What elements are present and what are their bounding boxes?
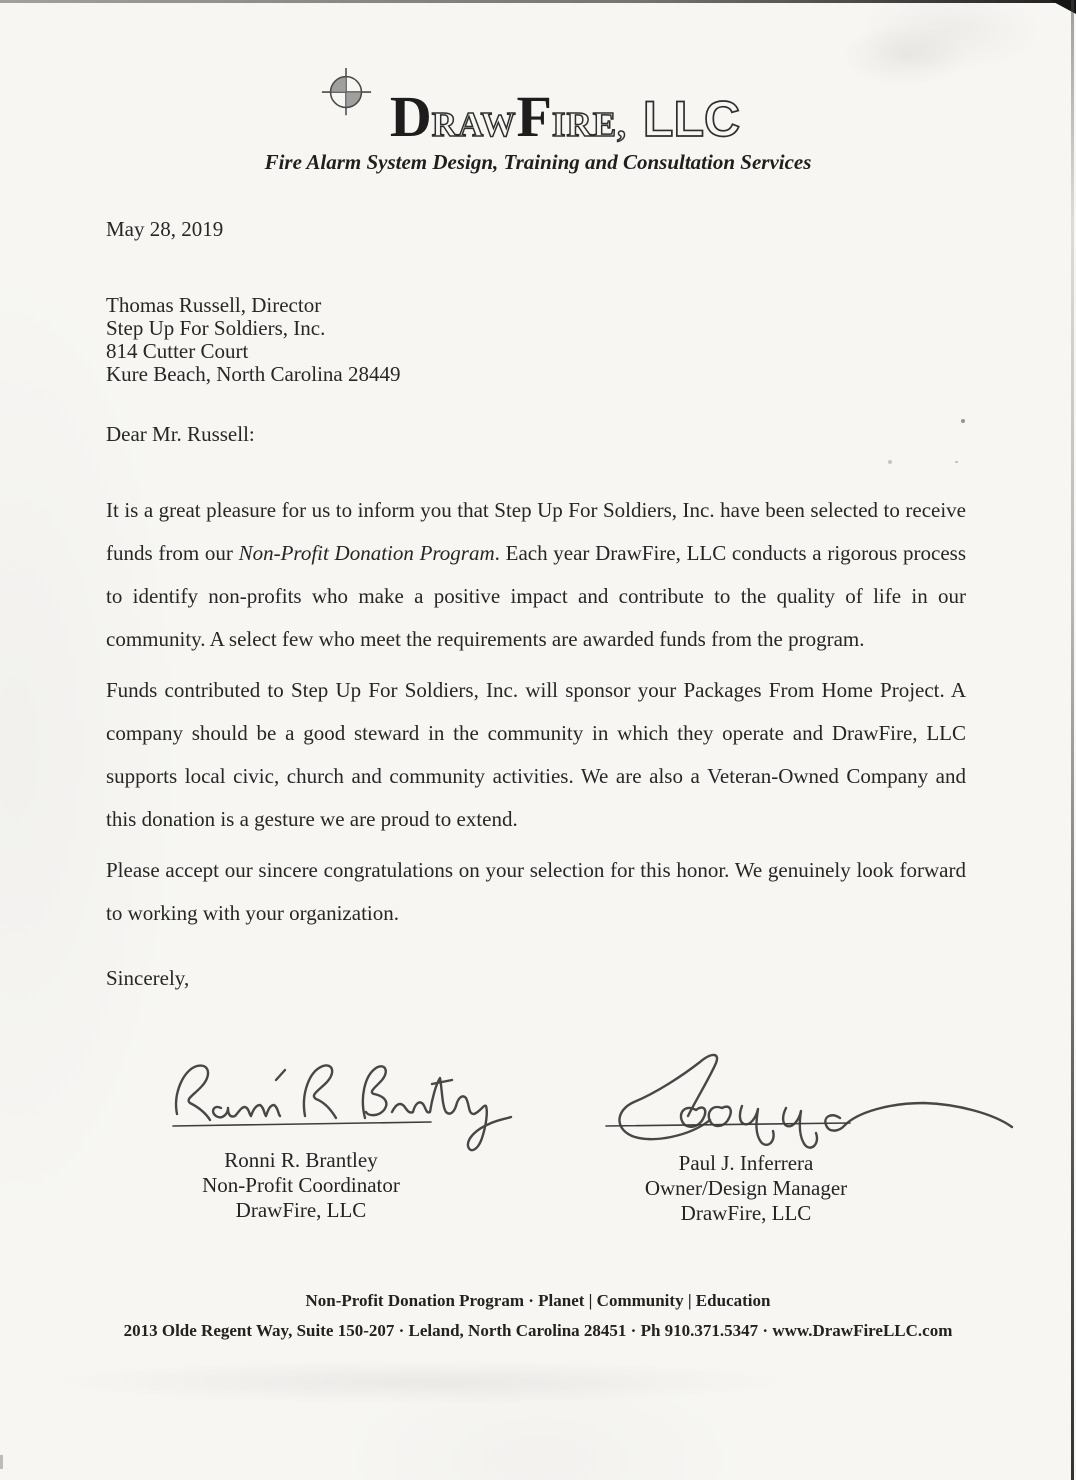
body-paragraph-1 (106, 489, 966, 661)
logo-letter-f: F (516, 84, 552, 149)
closing: Sincerely, (106, 966, 190, 990)
logo-text-raw: RAW (431, 105, 517, 144)
paragraph-text: It is a great pleasure for us to inform you that Step Up For Soldiers, Inc. have been selected to receive funds from our (106, 498, 966, 565)
paul-inferrera-signature-image (598, 1048, 1020, 1166)
logo-letter-d: D (389, 84, 432, 149)
scan-speck (955, 461, 958, 463)
program-name-italic: Non-Profit Donation Program (238, 541, 495, 565)
scan-edge-top (0, 0, 1076, 3)
salutation: Dear Mr. Russell: (106, 422, 255, 446)
signer-company: DrawFire, LLC (235, 1198, 367, 1222)
recipient-org: Step Up For Soldiers, Inc. (106, 316, 326, 340)
body-paragraph-2: Funds contributed to Step Up For Soldiers, Inc. will sponsor your Packages From Home Project. A company should be a good steward in the community in which they operate and DrawFire, LLC supports local civic, church and community activities. We are also a Veteran-Owned Company and this donation is a gesture we are proud to extend. (106, 678, 966, 831)
recipient-name: Thomas Russell, Director (106, 293, 322, 317)
letterhead (0, 82, 1076, 149)
signature-block-ronni (146, 1148, 456, 1223)
logo-text-llc: LLC (642, 91, 741, 147)
company-tagline: Fire Alarm System Design, Training and Consultation Services (264, 150, 812, 174)
recipient-city: Kure Beach, North Carolina 28449 (106, 362, 401, 386)
recipient-address-block (106, 294, 401, 386)
scan-edge-right (1071, 0, 1074, 1480)
footer-address-line: 2013 Olde Regent Way, Suite 150-207 · Leland, North Carolina 28451 · Ph 910.371.5347 · www.DrawFireLLC.com (123, 1321, 953, 1340)
letter-date: May 28, 2019 (106, 217, 224, 241)
signer-company: DrawFire, LLC (680, 1201, 812, 1225)
signature-block-paul (590, 1151, 902, 1226)
company-logo (336, 82, 741, 149)
letter-footer (0, 1286, 1076, 1346)
scan-speck (0, 1455, 3, 1469)
signer-name: Ronni R. Brantley (224, 1148, 378, 1172)
logo-text-ire: IRE, (551, 105, 627, 144)
signer-name: Paul J. Inferrera (678, 1151, 814, 1175)
recipient-street: 814 Cutter Court (106, 339, 249, 363)
signer-title: Owner/Design Manager (644, 1176, 848, 1200)
footer-programs-line: Non-Profit Donation Program · Planet | Community | Education (305, 1291, 771, 1310)
scan-speck (961, 419, 965, 423)
drafting-registration-mark-icon (319, 67, 373, 121)
scan-speck (888, 460, 892, 464)
paragraph-text: . Each year DrawFire, LLC conducts a rigorous process to identify non-profits who make a positive impact and contribute to the quality of life in our community. A select few who meet the requirements are awarded funds from the program. (106, 541, 967, 651)
signer-title: Non-Profit Coordinator (202, 1173, 400, 1197)
body-paragraph-3: Please accept our sincere congratulations on your selection for this honor. We genuinely look forward to working with your organization. (106, 858, 966, 925)
